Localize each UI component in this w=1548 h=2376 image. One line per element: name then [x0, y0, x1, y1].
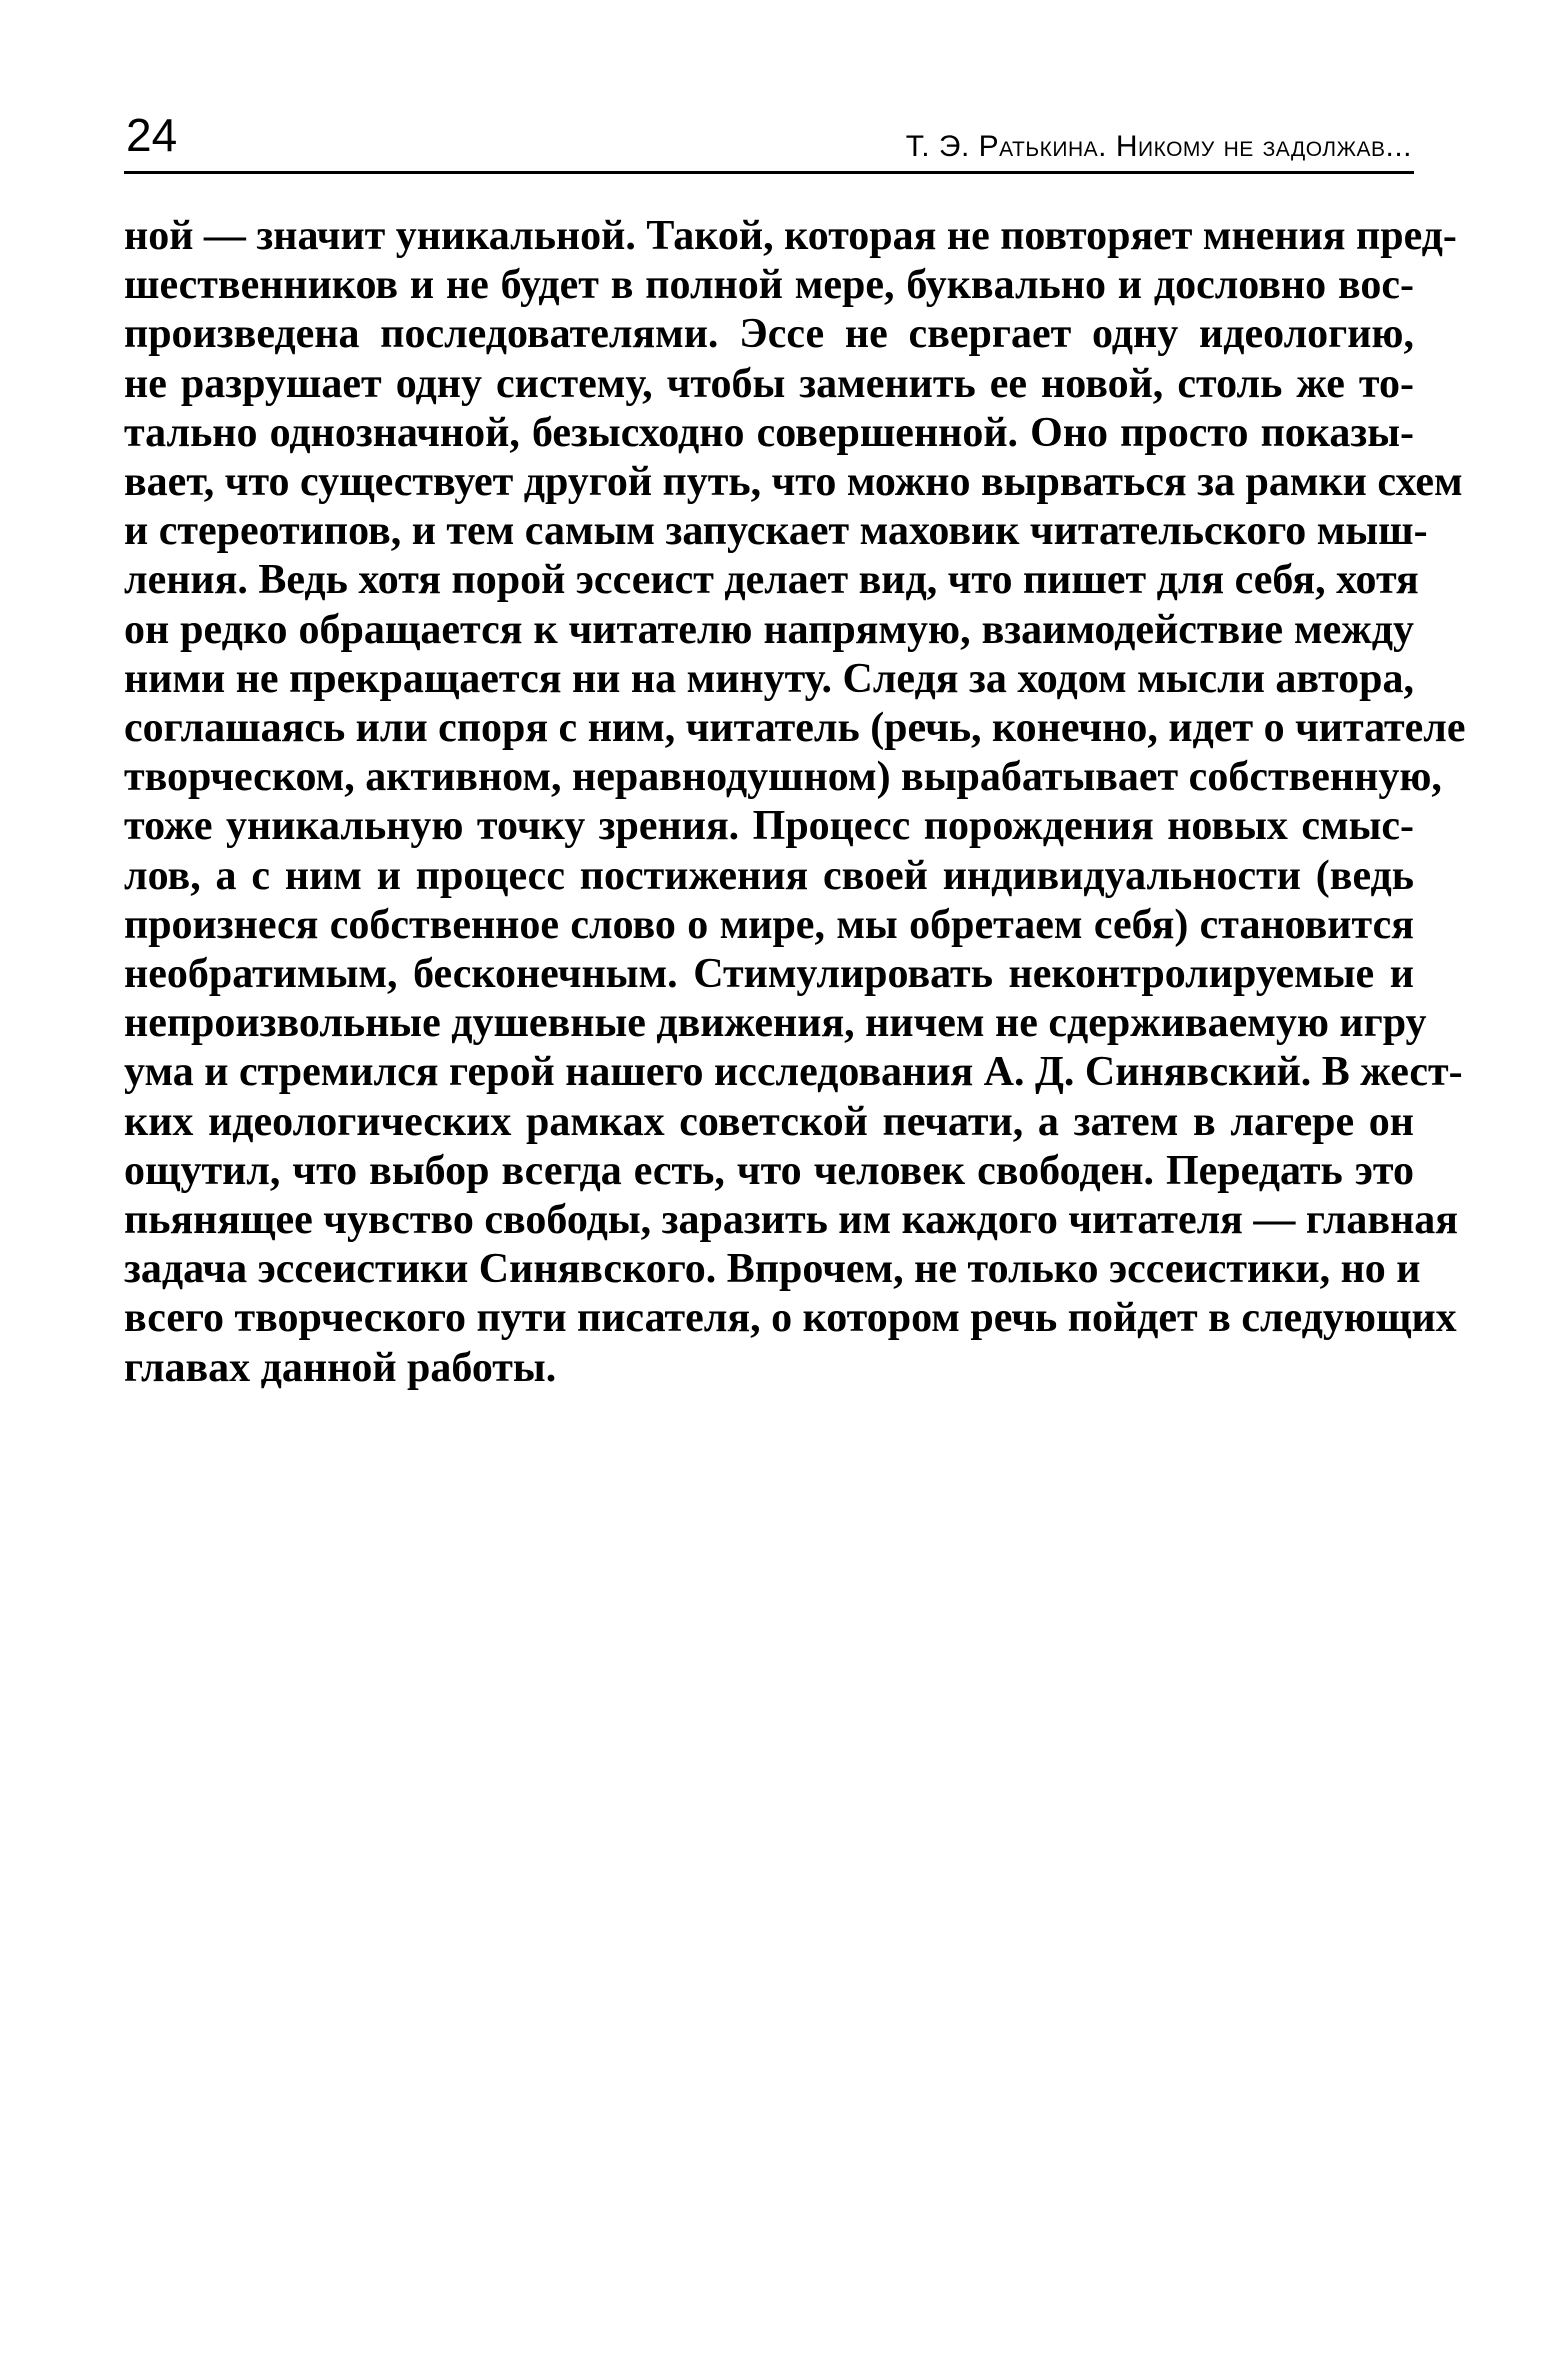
text-line: соглашаясь или споря с ним, читатель (речь, конечно, идет о читателе: [124, 705, 1466, 752]
text-line: не разрушает одну систему, чтобы заменить ее новой, столь же то-: [124, 360, 1414, 407]
text-line: и стереотипов, и тем самым запускает маховик читательского мыш-: [124, 508, 1428, 555]
text-line: необратимым, бесконечным. Стимулировать неконтролируемые и: [124, 951, 1414, 998]
text-line: ких идеологических рамках советской печати, а затем в лагере он: [124, 1098, 1414, 1145]
text-line: всего творческого пути писателя, о котором речь пойдет в следующих: [124, 1295, 1457, 1342]
text-line: лов, а с ним и процесс постижения своей индивидуальности (ведь: [124, 852, 1414, 899]
text-line: ления. Ведь хотя порой эссеист делает вид, что пишет для себя, хотя: [124, 557, 1419, 604]
text-line: ной — значит уникальной. Такой, которая не повторяет мнения пред-: [124, 213, 1457, 259]
text-line: ними не прекращается ни на минуту. Следя за ходом мысли автора,: [124, 655, 1414, 702]
text-line: шественников и не будет в полной мере, буквально и дословно вос-: [124, 262, 1414, 309]
text-line: тоже уникальную точку зрения. Процесс порождения новых смыс-: [124, 803, 1414, 850]
text-line: творческом, активном, неравнодушном) вырабатывает собственную,: [124, 754, 1442, 801]
text-line: пьянящее чувство свободы, заразить им каждого читателя — главная: [124, 1197, 1459, 1244]
text-line: он редко обращается к читателю напрямую, взаимодействие между: [124, 606, 1414, 653]
text-line: произнеся собственное слово о мире, мы обретаем себя) становится: [124, 901, 1414, 948]
text-line: ощутил, что выбор всегда есть, что человек свободен. Передать это: [124, 1147, 1414, 1194]
text-line: вает, что существует другой путь, что можно вырваться за рамки схем: [124, 459, 1463, 506]
text-line: произведена последователями. Эссе не свергает одну идеологию,: [124, 311, 1414, 358]
text-line: главах данной работы.: [124, 1344, 557, 1391]
page-number: 24: [126, 109, 178, 161]
running-head: Т. Э. Ратькина. Никому не задолжав...: [905, 130, 1412, 163]
body-text: [124, 212, 1466, 1393]
header-rule: [124, 171, 1414, 174]
text-line: непроизвольные душевные движения, ничем не сдерживаемую игру: [124, 1000, 1427, 1047]
text-line: задача эссеистики Синявского. Впрочем, не только эссеистики, но и: [124, 1246, 1421, 1293]
page-header: [124, 108, 1414, 176]
text-line: тально однозначной, безысходно совершенной. Оно просто показы-: [124, 409, 1414, 456]
text-line: ума и стремился герой нашего исследования А. Д. Синявский. В жест-: [124, 1049, 1463, 1096]
